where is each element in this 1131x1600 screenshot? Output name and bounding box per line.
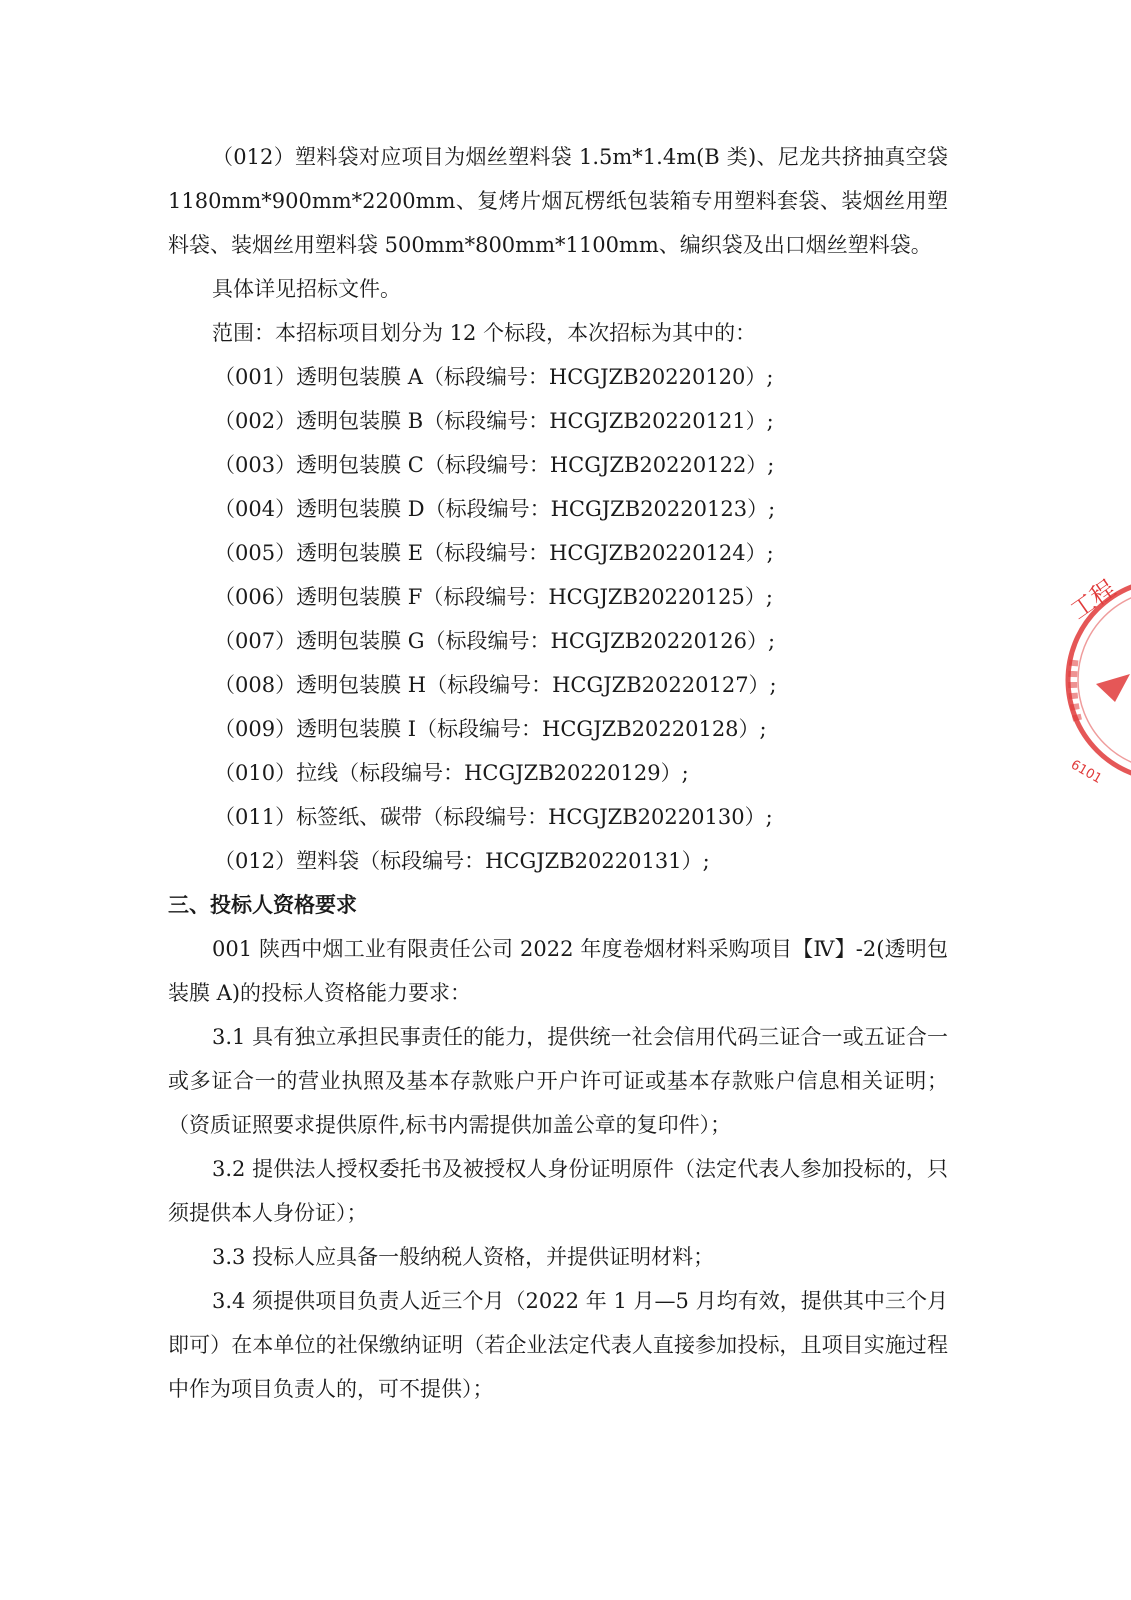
intro-paragraph-3: 范围：本招标项目划分为 12 个标段，本次招标为其中的： [212,321,757,345]
list-item: （009）透明包装膜 I（标段编号：HCGJZB20220128）; [214,717,767,741]
requirements-paragraph-1: 001 陕西中烟工业有限责任公司 2022 年度卷烟材料采购项目【Ⅳ】-2(透明包装膜 A)的投标人资格能力要求： [168,937,948,1005]
list-item: （008）透明包装膜 H（标段编号：HCGJZB20220127）; [214,673,777,697]
intro-paragraph-1: （012）塑料袋对应项目为烟丝塑料袋 1.5m*1.4m(B 类)、尼龙共挤抽真空袋 1180mm*900mm*2200mm、复烤片烟瓦楞纸包装箱专用塑料套袋、装烟丝用塑料袋、装烟丝用塑料袋 500mm*800mm*1100mm、编织袋及出口烟丝塑料袋。 [168,145,948,257]
list-item: （012）塑料袋（标段编号：HCGJZB20220131）; [214,849,710,873]
company-seal [1060,572,1131,787]
list-item: （001）透明包装膜 A（标段编号：HCGJZB20220120）; [214,365,774,389]
requirements-paragraph-3: 3.2 提供法人授权委托书及被授权人身份证明原件（法定代表人参加投标的，只须提供本人身份证）； [168,1157,948,1225]
list-item: （003）透明包装膜 C（标段编号：HCGJZB20220122）; [214,453,775,477]
section-heading: 三、投标人资格要求 [168,893,357,917]
document-body [168,135,948,1411]
list-item: （011）标签纸、碳带（标段编号：HCGJZB20220130）; [214,805,773,829]
list-item: （010）拉线（标段编号：HCGJZB20220129）; [214,761,689,785]
requirements-paragraph-5: 3.4 须提供项目负责人近三个月（2022 年 1 月—5 月均有效，提供其中三个月即可）在本单位的社保缴纳证明（若企业法定代表人直接参加投标，且项目实施过程中作为项目负责人的，可不提供）； [168,1289,948,1401]
intro-paragraph-2: 具体详见招标文件。 [212,277,401,301]
list-item: （002）透明包装膜 B（标段编号：HCGJZB20220121）; [214,409,774,433]
list-item: （007）透明包装膜 G（标段编号：HCGJZB20220126）; [214,629,776,653]
list-item: （005）透明包装膜 E（标段编号：HCGJZB20220124）; [214,541,774,565]
seal-text-bottom: 6101 [1068,757,1105,787]
requirements-paragraph-2: 3.1 具有独立承担民事责任的能力，提供统一社会信用代码三证合一或五证合一或多证合一的营业执照及基本存款账户开户许可证或基本存款账户信息相关证明；（资质证照要求提供原件,标书内需提供加盖公章的复印件）； [168,1025,948,1137]
lots-list [168,355,948,883]
list-item: （006）透明包装膜 F（标段编号：HCGJZB20220125）; [214,585,773,609]
list-item: （004）透明包装膜 D（标段编号：HCGJZB20220123）; [214,497,776,521]
seal-text-top: 工程 [1065,574,1121,625]
requirements-paragraph-4: 3.3 投标人应具备一般纳税人资格，并提供证明材料； [212,1245,715,1269]
